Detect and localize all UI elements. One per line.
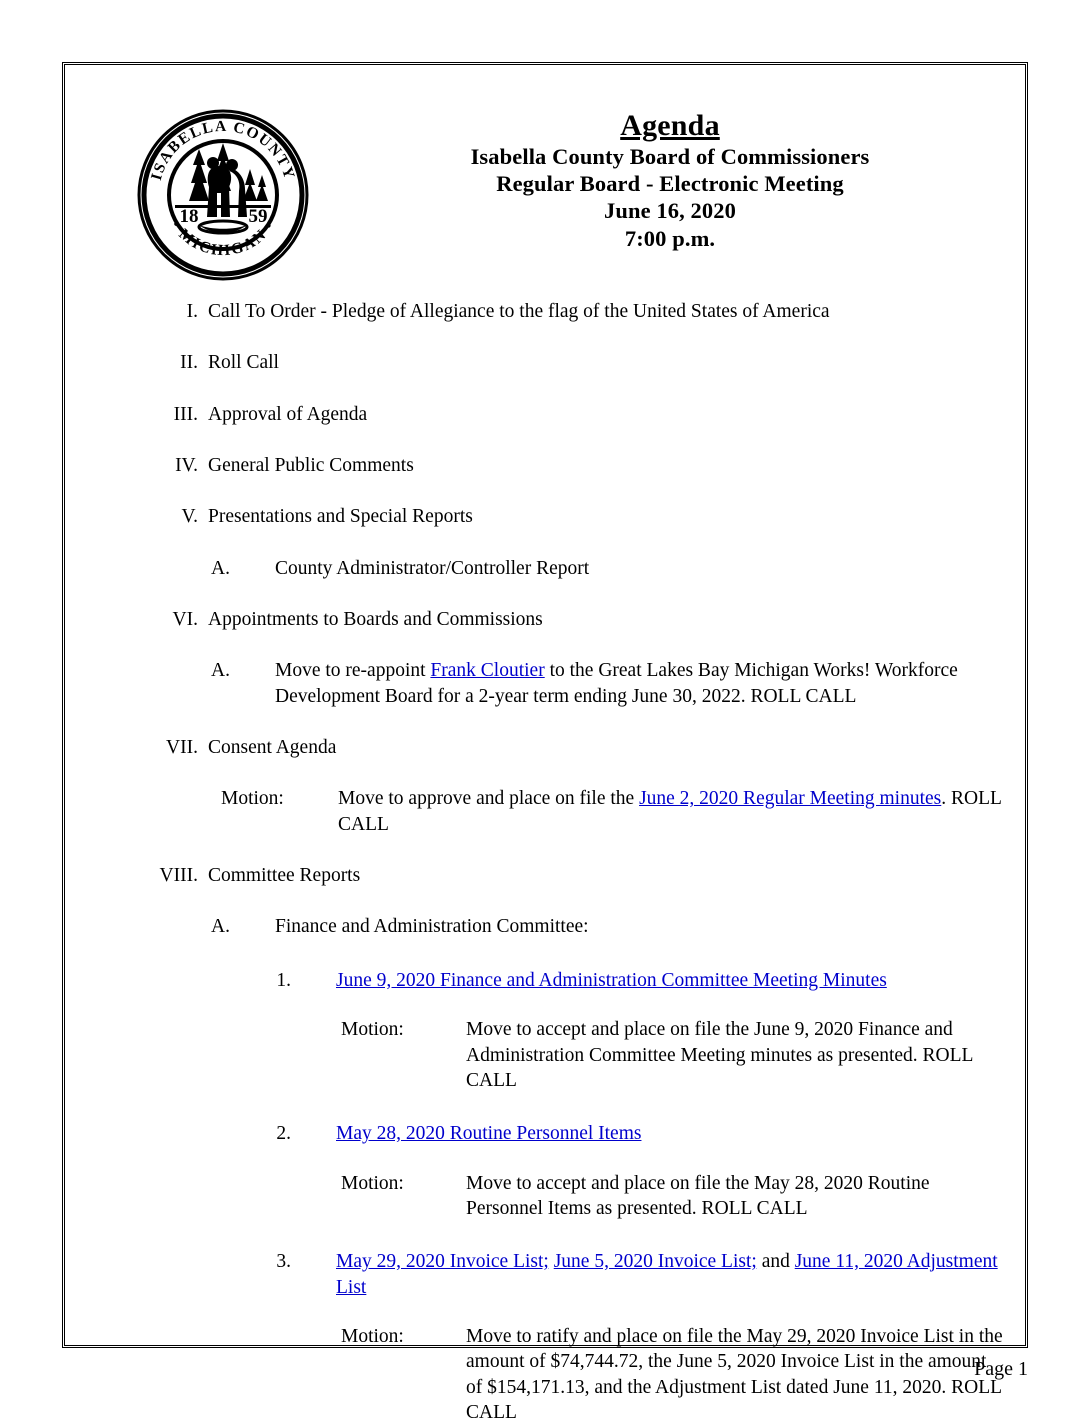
svg-text:59: 59	[248, 206, 268, 227]
agenda-item-v-text: Presentations and Special Reports	[208, 506, 473, 528]
agenda-item-viii-a-1-text	[336, 968, 1007, 993]
agenda-item-viii-a-1-marker: 1.	[276, 969, 291, 991]
agenda-item-viii-a-1	[83, 968, 1007, 993]
link-june-5-2020-invoice-list[interactable]: June 5, 2020 Invoice List;	[553, 1251, 757, 1273]
agenda-item-i	[83, 299, 1007, 324]
agenda-item-list	[83, 299, 1007, 1425]
motion-text: Move to ratify and place on file the May 29, 2020 Invoice List in the amount of $74,744.72, the June 5, 2020 Invoice List in the amount of $154,171.13, and the Adjustment List dated June 11, 2020. ROLL CALL	[466, 1325, 1003, 1423]
agenda-item-viii-a-3-marker: 3.	[276, 1251, 291, 1273]
header-organization: Isabella County Board of Commissioners	[470, 143, 870, 169]
agenda-item-iv-marker: IV.	[175, 455, 198, 477]
agenda-item-vii-motion	[83, 786, 1007, 837]
link-may-28-2020-routine-personnel-items[interactable]: May 28, 2020 Routine Personnel Items	[336, 1123, 642, 1145]
svg-text:18: 18	[179, 206, 199, 227]
agenda-item-viii-a-text: Finance and Administration Committee:	[275, 916, 589, 938]
agenda-item-i-text: Call To Order - Pledge of Allegiance to the flag of the United States of America	[208, 301, 830, 322]
motion-label: Motion:	[341, 1019, 404, 1041]
link-frank-cloutier[interactable]: Frank Cloutier	[430, 660, 545, 682]
motion-label: Motion:	[341, 1172, 404, 1194]
agenda-item-vi-a-text	[275, 658, 1007, 709]
agenda-item-ii-marker: II.	[180, 352, 198, 374]
motion-text: Move to accept and place on file the June 9, 2020 Finance and Administration Committee Meeting minutes as presented. ROLL CALL	[466, 1019, 973, 1091]
agenda-item-viii-a-3	[83, 1249, 1007, 1300]
agenda-item-viii-text: Committee Reports	[208, 865, 361, 887]
agenda-item-viii-a-2-text	[336, 1121, 1007, 1146]
agenda-item-vii-marker: VII.	[166, 737, 198, 759]
text-segment: to the Great Lakes Bay Michigan Works! Workforce Development Board for a 2-year term ending June 30, 2022. ROLL CALL	[275, 660, 958, 707]
agenda-item-viii-a-1-motion	[83, 1017, 1007, 1093]
text-segment: Move to re-appoint	[275, 660, 431, 682]
agenda-item-viii-a-2	[83, 1121, 1007, 1146]
agenda-item-viii-a-2-motion	[83, 1171, 1007, 1222]
agenda-item-iii	[83, 402, 1007, 427]
link-june-2-2020-regular-meeting-minutes[interactable]: June 2, 2020 Regular Meeting minutes	[639, 788, 942, 810]
header-meeting-type: Regular Board - Electronic Meeting	[496, 171, 844, 197]
agenda-item-viii-a-2-marker: 2.	[276, 1123, 291, 1145]
header-meeting-date: June 16, 2020	[604, 198, 736, 224]
text-segment: . ROLL CALL	[338, 788, 1002, 835]
motion-label: Motion:	[341, 1325, 404, 1347]
agenda-item-vi-a-marker: A.	[211, 660, 230, 682]
agenda-item-vi-text: Appointments to Boards and Commissions	[208, 609, 543, 631]
header-text-block	[333, 109, 1007, 252]
agenda-item-v	[83, 504, 1007, 529]
agenda-item-viii-a	[83, 914, 1007, 939]
agenda-item-iii-marker: III.	[173, 403, 198, 425]
text-segment: Move to approve and place on file the	[338, 788, 640, 810]
agenda-item-iv	[83, 453, 1007, 478]
agenda-item-i-marker: I.	[186, 301, 198, 322]
svg-text:• MICHIGAN •: • MICHIGAN •	[167, 217, 279, 260]
agenda-item-ii	[83, 350, 1007, 375]
agenda-item-vii-text: Consent Agenda	[208, 737, 337, 759]
link-may-29-2020-invoice-list[interactable]: May 29, 2020 Invoice List;	[336, 1251, 549, 1273]
motion-text: Move to accept and place on file the May 28, 2020 Routine Personnel Items as presented. ROLL CALL	[466, 1172, 930, 1219]
agenda-item-v-a-text: County Administrator/Controller Report	[275, 557, 590, 579]
agenda-item-vii	[83, 735, 1007, 760]
motion-text	[338, 786, 1007, 837]
agenda-item-viii-a-marker: A.	[211, 916, 230, 938]
agenda-item-v-marker: V.	[181, 506, 198, 528]
page-footer	[0, 1358, 1028, 1381]
agenda-item-v-a	[83, 556, 1007, 581]
text-segment: and	[756, 1251, 795, 1273]
agenda-item-v-a-marker: A.	[211, 557, 230, 579]
page-number: Page 1	[974, 1358, 1028, 1380]
agenda-item-iv-text: General Public Comments	[208, 455, 414, 477]
agenda-item-viii	[83, 863, 1007, 888]
svg-text:ISABELLA COUNTY: ISABELLA COUNTY	[147, 117, 299, 183]
link-june-11-2020-adjustment-list[interactable]: June 11, 2020 Adjustment List	[336, 1251, 998, 1298]
agenda-item-iii-text: Approval of Agenda	[208, 403, 368, 425]
agenda-item-vi-marker: VI.	[172, 609, 198, 631]
agenda-item-vi-a	[83, 658, 1007, 709]
agenda-item-viii-a-3-text	[336, 1249, 1007, 1300]
document-title: Agenda	[620, 109, 720, 142]
link-june-9-2020-finance-committee-minutes[interactable]: June 9, 2020 Finance and Administration Committee Meeting Minutes	[336, 969, 887, 991]
header-meeting-time: 7:00 p.m.	[624, 225, 716, 251]
county-seal-icon	[137, 109, 309, 281]
motion-label: Motion:	[221, 788, 284, 810]
agenda-item-ii-text: Roll Call	[208, 352, 279, 374]
agenda-item-vi	[83, 607, 1007, 632]
agenda-item-viii-marker: VIII.	[159, 865, 198, 887]
document-header	[83, 85, 1007, 273]
